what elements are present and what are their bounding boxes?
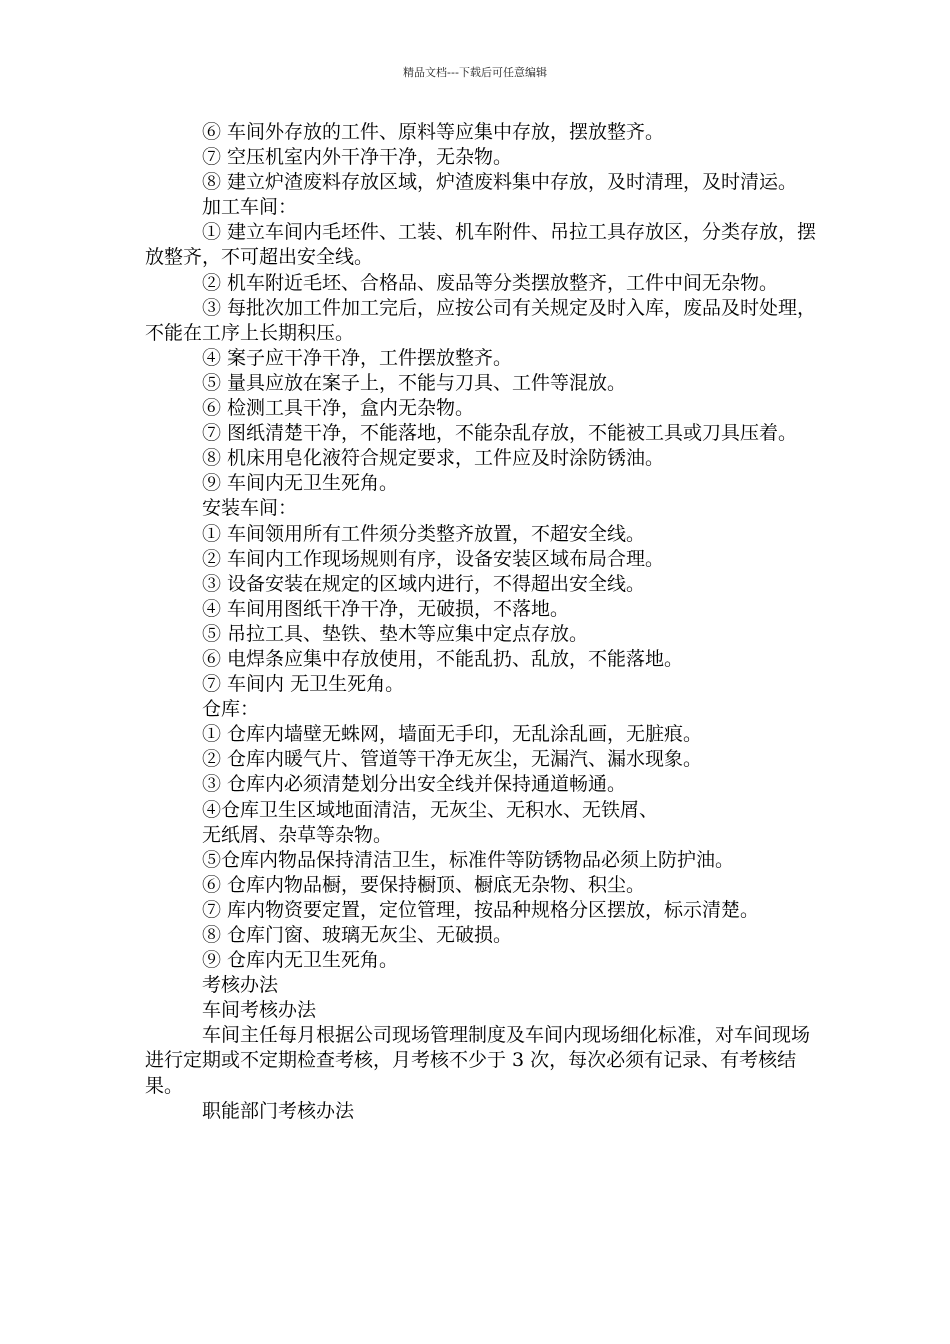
paragraph: ⑦ 空压机室内外干净干净，无杂物。 [202, 146, 513, 169]
paragraph: 车间主任每月根据公司现场管理制度及车间内现场细化标准，对车间现场进行定期或不定期检查考核，月考核不少于 3 次，每次必须有记录、有考核结果。 [145, 1024, 811, 1097]
paragraph: ③ 每批次加工件加工完后，应按公司有关规定及时入库，废品及时处理，不能在工序上长期积压。 [145, 296, 817, 344]
paragraph: ⑧ 建立炉渣废料存放区域，炉渣废料集中存放，及时清理，及时清运。 [202, 171, 798, 194]
paragraph: ⑤仓库内物品保持清洁卫生，标准件等防锈物品必须上防护油。 [202, 848, 735, 871]
paragraph: ⑦ 车间内 无卫生死角。 [202, 673, 405, 696]
paragraph: ⑨ 车间内无卫生死角。 [202, 472, 399, 495]
paragraph: ④ 案子应干净干净，工件摆放整齐。 [202, 346, 513, 369]
paragraph: ① 仓库内墙壁无蛛网，墙面无手印，无乱涂乱画，无脏痕。 [202, 723, 703, 746]
paragraph: 无纸屑、杂草等杂物。 [202, 823, 393, 846]
paragraph: ⑥ 电焊条应集中存放使用，不能乱扔、乱放，不能落地。 [202, 647, 684, 670]
section-heading: 考核办法 [202, 974, 279, 997]
paragraph: ④ 车间用图纸干净干净，无破损，不落地。 [202, 597, 570, 620]
paragraph: ④仓库卫生区域地面清洁，无灰尘、无积水、无铁屑、 [202, 798, 659, 821]
paragraph: ⑥ 检测工具干净，盒内无杂物。 [202, 397, 475, 420]
section-heading: 仓库： [202, 698, 260, 721]
paragraph: ⑧ 仓库门窗、玻璃无灰尘、无破损。 [202, 924, 513, 946]
paragraph: ⑤ 量具应放在案子上，不能与刀具、工件等混放。 [202, 371, 627, 394]
paragraph: ⑥ 仓库内物品橱，要保持橱顶、橱底无杂物、积尘。 [202, 873, 646, 896]
section-heading: 加工车间： [202, 196, 298, 219]
paragraph: ③ 仓库内必须清楚划分出安全线并保持通道畅通。 [202, 773, 627, 796]
paragraph: ② 机车附近毛坯、合格品、废品等分类摆放整齐，工件中间无杂物。 [202, 271, 779, 294]
paragraph: ② 车间内工作现场规则有序，设备安装区域布局合理。 [202, 547, 665, 570]
paragraph: ⑥ 车间外存放的工件、原料等应集中存放，摆放整齐。 [202, 121, 665, 143]
paragraph: ② 仓库内暖气片、管道等干净无灰尘，无漏汽、漏水现象。 [202, 748, 703, 771]
paragraph: ⑦ 图纸清楚干净，不能落地，不能杂乱存放，不能被工具或刀具压着。 [202, 422, 798, 445]
section-heading: 车间考核办法 [202, 999, 317, 1022]
paragraph: ① 车间领用所有工件须分类整齐放置，不超安全线。 [202, 522, 646, 545]
document-body [145, 120, 820, 1124]
paragraph: ⑤ 吊拉工具、垫铁、垫木等应集中定点存放。 [202, 622, 589, 645]
paragraph: ⑨ 仓库内无卫生死角。 [202, 949, 399, 972]
paragraph: ⑦ 库内物资要定置，定位管理，按品种规格分区摆放，标示清楚。 [202, 898, 760, 921]
paragraph: ① 建立车间内毛坯件、工装、机车附件、吊拉工具存放区，分类存放，摆放整齐，不可超出安全线。 [145, 221, 817, 269]
paragraph: ⑧ 机床用皂化液符合规定要求，工件应及时涂防锈油。 [202, 447, 665, 470]
section-heading: 安装车间： [202, 497, 298, 520]
paragraph: ③ 设备安装在规定的区域内进行，不得超出安全线。 [202, 572, 646, 595]
section-heading: 职能部门考核办法 [202, 1099, 355, 1122]
page-header: 精品文档---下载后可任意编辑 [403, 66, 547, 79]
